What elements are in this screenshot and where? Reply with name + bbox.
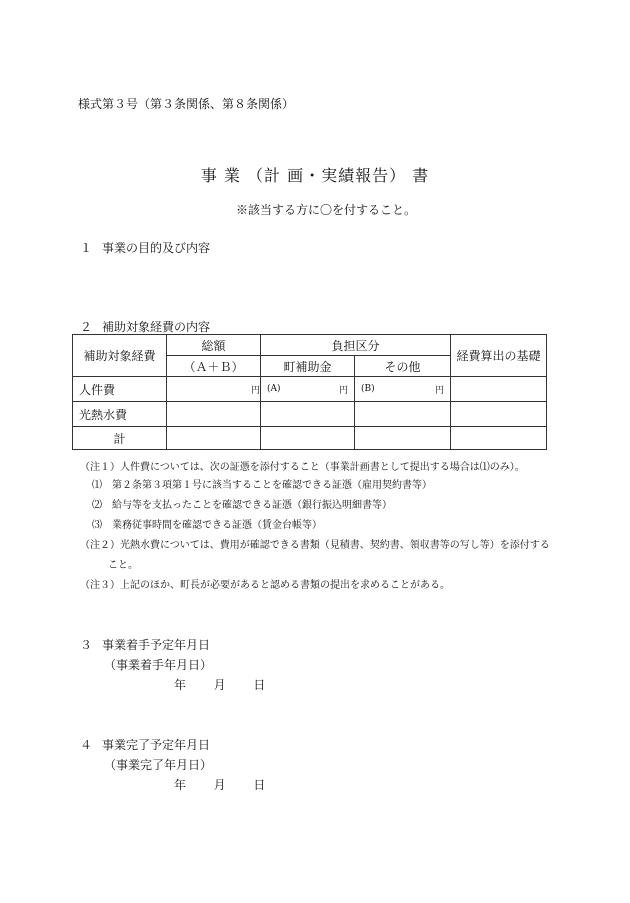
header-total: 総額 [167, 335, 261, 356]
day-label: 日 [253, 678, 266, 692]
section-4-sub: （事業完了年月日） [104, 758, 213, 772]
table-row [73, 377, 547, 402]
town-cell[interactable] [261, 402, 355, 427]
note-2-continued: こと。 [108, 560, 138, 571]
month-label: 月 [213, 778, 226, 792]
section-number: ３ [80, 638, 93, 652]
header-item: 補助対象経費 [73, 335, 167, 377]
section-number: ２ [80, 320, 93, 334]
form-number: 様式第３号（第３条関係、第８条関係） [78, 97, 295, 111]
total-cell[interactable] [167, 427, 261, 450]
note-1-item-1: ⑴ 第２条第３項第１号に該当することを確認できる証憑（雇用契約書等） [92, 480, 432, 491]
town-cell[interactable] [261, 377, 355, 402]
month-label: 月 [213, 678, 226, 692]
section-3-heading [80, 636, 210, 653]
section-2-heading [80, 318, 210, 335]
year-label: 年 [174, 678, 187, 692]
header-basis: 経費算出の基礎 [451, 335, 547, 377]
row-label: 計 [73, 427, 167, 450]
section-label: 補助対象経費の内容 [102, 320, 211, 334]
note-2: （注２）光熱水費については、費用が確認できる書類（見積書、契約書、領収書等の写し等）を添付する [80, 540, 550, 551]
section-label: 事業着手予定年月日 [102, 638, 211, 652]
total-cell[interactable] [167, 377, 261, 402]
mark-b: (B) [361, 384, 375, 394]
section-4-heading [80, 736, 210, 753]
section-label: 事業の目的及び内容 [102, 241, 211, 255]
header-burden: 負担区分 [261, 335, 451, 356]
day-label: 日 [253, 778, 266, 792]
header-town: 町補助金 [261, 356, 355, 377]
row-label: 光熱水費 [73, 402, 167, 427]
start-date[interactable] [174, 676, 265, 693]
document-subtitle: ※該当する方に〇を付すること。 [235, 203, 416, 217]
section-3-sub: （事業着手年月日） [104, 658, 213, 672]
header-other: その他 [355, 356, 451, 377]
section-1-heading [80, 239, 210, 256]
other-cell[interactable] [355, 402, 451, 427]
section-number: ４ [80, 738, 93, 752]
yen-label: 円 [338, 385, 348, 396]
section-number: １ [80, 241, 93, 255]
town-cell[interactable] [261, 427, 355, 450]
year-label: 年 [174, 778, 187, 792]
table-row [73, 402, 547, 427]
header-total-sub: （Ａ＋Ｂ） [167, 356, 261, 377]
basis-cell[interactable] [451, 377, 547, 402]
basis-cell[interactable] [451, 402, 547, 427]
yen-label: 円 [435, 385, 445, 396]
total-cell[interactable] [167, 402, 261, 427]
row-label: 人件費 [73, 377, 167, 402]
other-cell[interactable] [355, 377, 451, 402]
basis-cell[interactable] [451, 427, 547, 450]
section-label: 事業完了予定年月日 [102, 738, 211, 752]
cost-table [72, 334, 547, 450]
table-row [73, 427, 547, 450]
mark-a: (A) [267, 384, 281, 394]
note-1-item-2: ⑵ 給与等を支払ったことを確認できる証憑（銀行振込明細書等） [92, 500, 392, 511]
other-cell[interactable] [355, 427, 451, 450]
yen-label: 円 [250, 385, 260, 396]
document-title: 事 業 （計 画・実績報告） 書 [200, 166, 430, 185]
note-3: （注３）上記のほか、町長が必要があると認める書類の提出を求めることがある。 [80, 580, 450, 591]
note-1-item-3: ⑶ 業務従事時間を確認できる証憑（賃金台帳等） [92, 520, 322, 531]
note-1: （注１）人件費については、次の証憑を添付すること（事業計画書として提出する場合は⑴のみ）。 [80, 462, 525, 473]
end-date[interactable] [174, 776, 265, 793]
